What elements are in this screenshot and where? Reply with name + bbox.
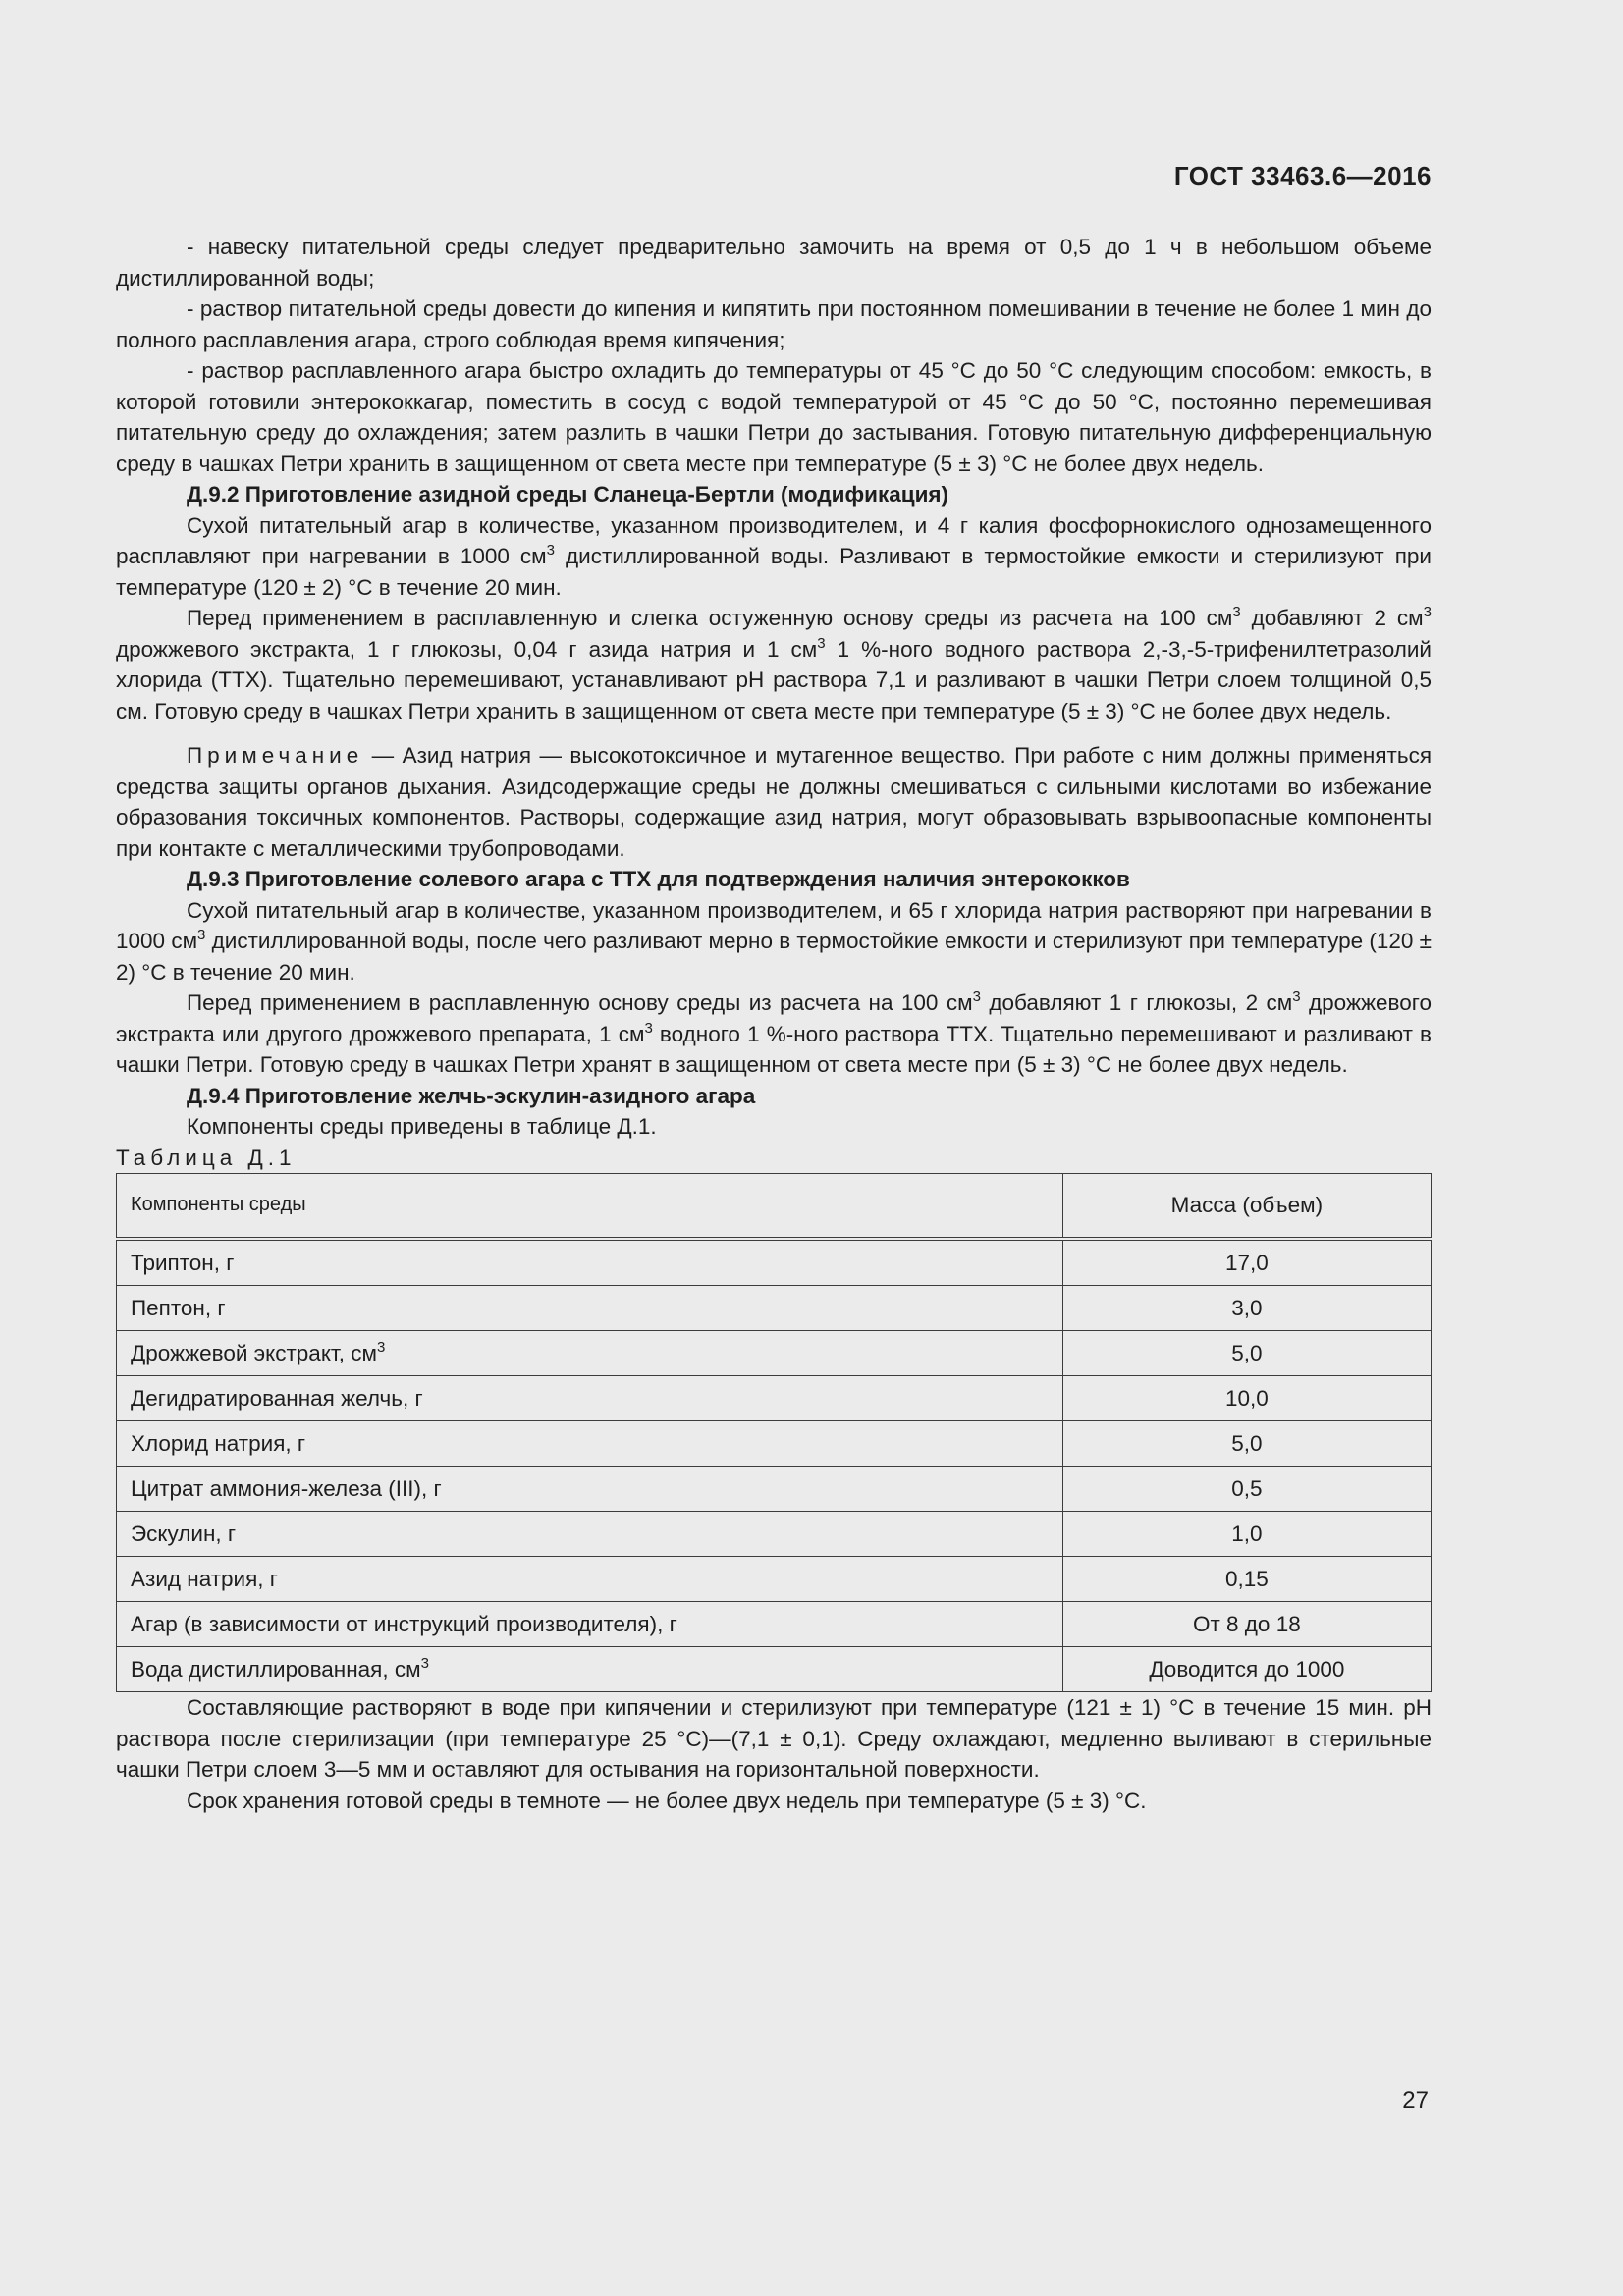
component-name: Эскулин, г — [117, 1512, 1063, 1557]
component-name: Триптон, г — [117, 1239, 1063, 1286]
component-amount: Доводится до 1000 — [1062, 1647, 1431, 1692]
component-amount: От 8 до 18 — [1062, 1602, 1431, 1647]
paragraph: Перед применением в расплавленную основу среды из расчета на 100 $см^3$ добавляют 1 г глюкозы, 2 $см^3$ дрожжевого экстракта или другого дрожжевого препарата, 1 $см^3$ водного 1 %-ного раствора ТТХ. Тщательно перемешивают и разливают в чашки Петри. Готовую среду в чашках Петри хранят в защищенном от света месте при (5 ± 3) °С не более двух недель. — [116, 988, 1432, 1077]
component-name: Пептон, г — [117, 1286, 1063, 1331]
table-row — [117, 1421, 1432, 1467]
section-heading-d93: Д.9.3 Приготовление солевого агара с ТТХ для подтверждения наличия энтерококков — [187, 867, 1130, 891]
table-row — [117, 1286, 1432, 1331]
section-heading-d92: Д.9.2 Приготовление азидной среды Сланеца-Бертли (модификация) — [187, 482, 949, 507]
table-row — [117, 1376, 1432, 1421]
component-name: Дегидратированная желчь, г — [117, 1376, 1063, 1421]
component-amount: 5,0 — [1062, 1331, 1431, 1376]
component-name: Цитрат аммония-железа (III), г — [117, 1467, 1063, 1512]
components-table — [116, 1173, 1432, 1692]
column-header: Масса (объем) — [1062, 1174, 1431, 1240]
paragraph: - раствор расплавленного агара быстро охладить до температуры от 45 °С до 50 °С следующим способом: емкость, в которой готовили энтерококкагар, поместить в сосуд с водой температурой от 45 °С до 50 °С, постоянно перемешивая питательную среду до охлаждения; затем разлить в чашки Петри до застывания. Готовую питательную дифференциальную среду в чашках Петри хранить в защищенном от света месте при температуре (5 ± 3) °С не более двух недель. — [116, 358, 1432, 476]
component-amount: 1,0 — [1062, 1512, 1431, 1557]
column-header: Компоненты среды — [117, 1174, 1063, 1240]
table-caption: Таблица Д.1 — [116, 1145, 297, 1170]
component-amount: 3,0 — [1062, 1286, 1431, 1331]
table-row — [117, 1512, 1432, 1557]
paragraph: - навеску питательной среды следует предварительно замочить на время от 0,5 до 1 ч в небольшом объеме дистиллированной воды; — [116, 235, 1432, 291]
table-row — [117, 1467, 1432, 1512]
paragraph: Компоненты среды приведены в таблице Д.1. — [187, 1114, 657, 1139]
component-amount: 10,0 — [1062, 1376, 1431, 1421]
component-name: Хлорид натрия, г — [117, 1421, 1063, 1467]
table-row — [117, 1239, 1432, 1286]
table-row — [117, 1602, 1432, 1647]
paragraph: Составляющие растворяют в воде при кипячении и стерилизуют при температуре (121 ± 1) °С в течение 15 мин. рН раствора после стерилизации (при температуре 25 °С)—(7,1 ± 0,1). Среду охлаждают, медленно выливают в стерильные чашки Петри слоем 3—5 мм и оставляют для остывания на горизонтальной поверхности. — [116, 1695, 1432, 1782]
table-row — [117, 1331, 1432, 1376]
component-amount: 0,15 — [1062, 1557, 1431, 1602]
paragraph: Срок хранения готовой среды в темноте — не более двух недель при температуре (5 ± 3) °С. — [187, 1788, 1147, 1813]
paragraph: Перед применением в расплавленную и слегка остуженную основу среды из расчета на 100 $см^3$ добавляют 2 $см^3$ дрожжевого экстракта, 1 г глюкозы, 0,04 г азида натрия и 1 $см^3$ 1 %-ного водного раствора 2,-3,-5-трифенилтетразолий хлорида (ТТХ). Тщательно перемешивают, устанавливают рН раствора 7,1 и разливают в чашки Петри слоем толщиной 0,5 см. Готовую среду в чашках Петри хранить в защищенном от света месте при температуре (5 ± 3) °С не более двух недель. — [116, 604, 1432, 723]
component-amount: 5,0 — [1062, 1421, 1431, 1467]
component-name: Вода дистиллированная, $см^3$ — [117, 1647, 1063, 1692]
page-content — [116, 232, 1432, 1816]
paragraph: Сухой питательный агар в количестве, указанном производителем, и 4 г калия фосфорнокислого однозамещенного расплавляют при нагревании в 1000 $см^3$ дистиллированной воды. Разливают в термостойкие емкости и стерилизуют при температуре (120 ± 2) °С в течение 20 мин. — [116, 512, 1432, 600]
component-name: Агар (в зависимости от инструкций производителя), г — [117, 1602, 1063, 1647]
page-number: 27 — [1402, 2087, 1429, 2113]
component-amount: 0,5 — [1062, 1467, 1431, 1512]
component-amount: 17,0 — [1062, 1239, 1431, 1286]
standard-header: ГОСТ 33463.6—2016 — [1173, 161, 1432, 190]
note-label: Примечание — [187, 743, 364, 768]
paragraph: Сухой питательный агар в количестве, указанном производителем, и 65 г хлорида натрия растворяют при нагревании в 1000 $см^3$ дистиллированной воды, после чего разливают мерно в термостойкие емкости и стерилизуют при температуре (120 ± 2) °С в течение 20 мин. — [116, 897, 1432, 985]
table-header-row — [117, 1174, 1432, 1240]
component-name: Дрожжевой экстракт, $см^3$ — [117, 1331, 1063, 1376]
table-row — [117, 1647, 1432, 1692]
note: Примечание — Азид натрия — высокотоксичное и мутагенное вещество. При работе с ним должны применяться средства защиты органов дыхания. Азидсодержащие среды не должны смешиваться с сильными кислотами во избежание образования токсичных компонентов. Растворы, содержащие азид натрия, могут образовывать взрывоопасные компоненты при контакте с металлическими трубопроводами. — [116, 743, 1432, 861]
table-row — [117, 1557, 1432, 1602]
section-heading-d94: Д.9.4 Приготовление желчь-эскулин-азидного агара — [187, 1083, 756, 1108]
component-name: Азид натрия, г — [117, 1557, 1063, 1602]
paragraph: - раствор питательной среды довести до кипения и кипятить при постоянном помешивании в течение не более 1 мин до полного расплавления агара, строго соблюдая время кипячения; — [116, 296, 1432, 352]
